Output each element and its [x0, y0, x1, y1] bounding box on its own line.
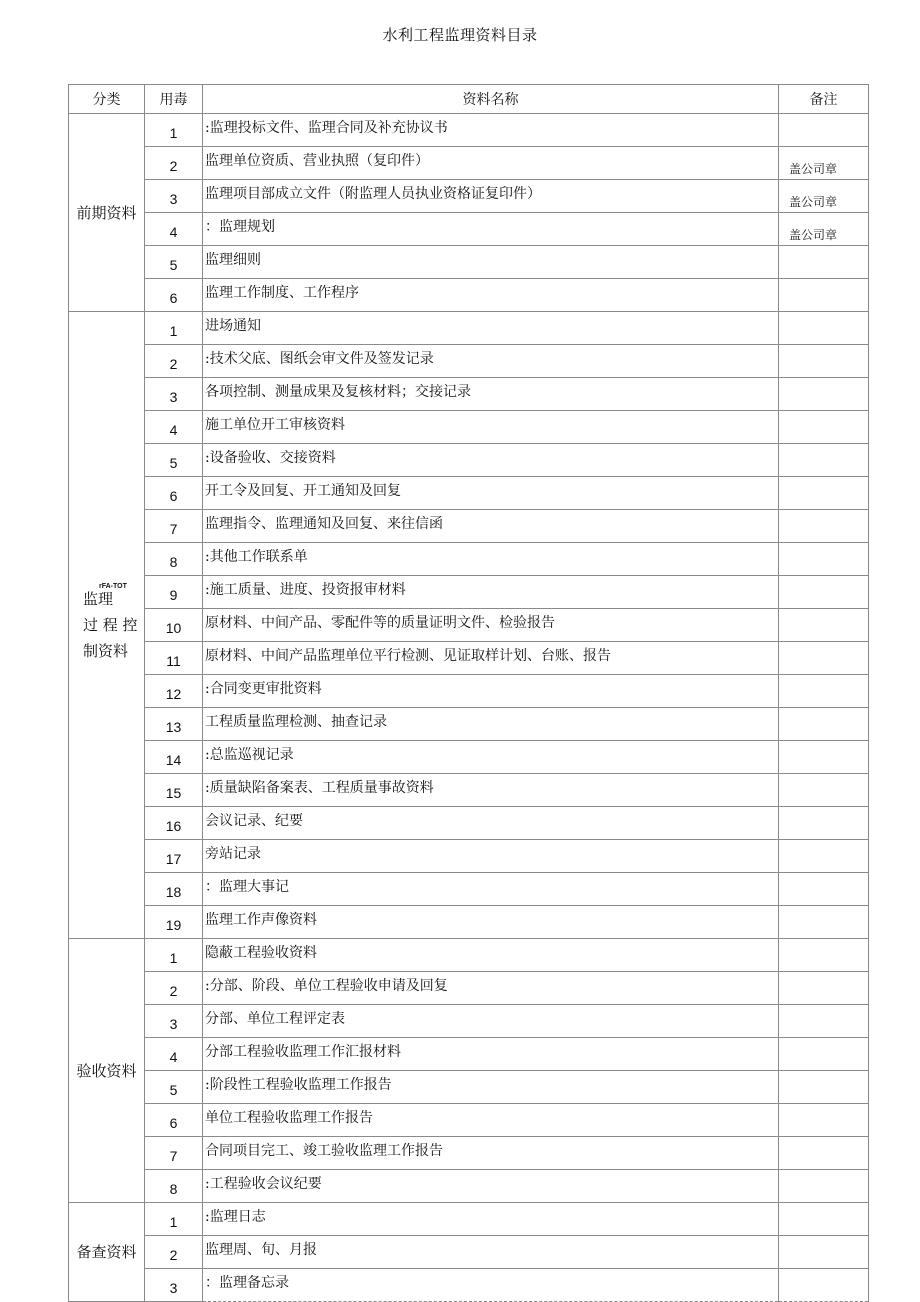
row-number: 13 — [145, 708, 203, 741]
table-row — [69, 1170, 869, 1203]
document-name: 进场通知 — [203, 312, 779, 345]
category-cell — [69, 312, 145, 939]
table-row — [69, 1104, 869, 1137]
table-row — [69, 873, 869, 906]
row-number: 15 — [145, 774, 203, 807]
document-name: 旁站记录 — [203, 840, 779, 873]
document-name: :工程验收会议纪要 — [203, 1170, 779, 1203]
category-small-mark: rFA-TOT — [99, 583, 127, 590]
table-row — [69, 939, 869, 972]
note-cell — [779, 1104, 869, 1137]
note-cell — [779, 708, 869, 741]
table-row — [69, 411, 869, 444]
table-row — [69, 840, 869, 873]
row-number: 8 — [145, 1170, 203, 1203]
document-name: 工程质量监理检测、抽查记录 — [203, 708, 779, 741]
row-number: 2 — [145, 345, 203, 378]
table-row — [69, 180, 869, 213]
row-number: 4 — [145, 1038, 203, 1071]
table-row — [69, 543, 869, 576]
document-name: 监理细则 — [203, 246, 779, 279]
note-cell — [779, 1269, 869, 1302]
document-name: :设备验收、交接资料 — [203, 444, 779, 477]
table-row — [69, 642, 869, 675]
row-number: 1 — [145, 114, 203, 147]
header-name: 资料名称 — [203, 85, 779, 114]
note-cell — [779, 642, 869, 675]
row-number: 17 — [145, 840, 203, 873]
document-name: :其他工作联系单 — [203, 543, 779, 576]
document-name: 开工令及回复、开工通知及回复 — [203, 477, 779, 510]
table-row — [69, 741, 869, 774]
category-cell: 备查资料 — [69, 1203, 145, 1302]
row-number: 3 — [145, 378, 203, 411]
document-name: :阶段性工程验收监理工作报告 — [203, 1071, 779, 1104]
note-cell — [779, 114, 869, 147]
note-cell — [779, 774, 869, 807]
row-number: 6 — [145, 477, 203, 510]
note-cell — [779, 576, 869, 609]
row-number: 7 — [145, 510, 203, 543]
note-cell — [779, 1170, 869, 1203]
table-row — [69, 378, 869, 411]
table-row — [69, 345, 869, 378]
row-number: 3 — [145, 1005, 203, 1038]
row-number: 12 — [145, 675, 203, 708]
document-name: 合同项目完工、竣工验收监理工作报告 — [203, 1137, 779, 1170]
row-number: 3 — [145, 1269, 203, 1302]
document-name: 分部工程验收监理工作汇报材料 — [203, 1038, 779, 1071]
note-cell — [779, 246, 869, 279]
document-name: :合同变更审批资料 — [203, 675, 779, 708]
document-name: 监理周、旬、月报 — [203, 1236, 779, 1269]
table-row — [69, 114, 869, 147]
table-row — [69, 1269, 869, 1302]
row-number: 19 — [145, 906, 203, 939]
note-cell — [779, 477, 869, 510]
row-number: 5 — [145, 246, 203, 279]
note-cell — [779, 609, 869, 642]
table-row — [69, 147, 869, 180]
row-number: 1 — [145, 1203, 203, 1236]
note-cell — [779, 411, 869, 444]
category-cell: 验收资料 — [69, 939, 145, 1203]
row-number: 3 — [145, 180, 203, 213]
table-row — [69, 444, 869, 477]
table-row — [69, 675, 869, 708]
document-name: ：监理规划 — [203, 213, 779, 246]
header-note: 备注 — [779, 85, 869, 114]
note-cell — [779, 1071, 869, 1104]
document-name: 监理指令、监理通知及回复、来往信函 — [203, 510, 779, 543]
row-number: 2 — [145, 972, 203, 1005]
note-cell — [779, 972, 869, 1005]
row-number: 5 — [145, 444, 203, 477]
header-category: 分类 — [69, 85, 145, 114]
document-name: :监理投标文件、监理合同及补充协议书 — [203, 114, 779, 147]
row-number: 4 — [145, 213, 203, 246]
note-cell — [779, 906, 869, 939]
table-row — [69, 1071, 869, 1104]
note-cell — [779, 444, 869, 477]
row-number: 2 — [145, 147, 203, 180]
document-title: 水利工程监理资料目录 — [382, 26, 538, 44]
note-cell — [779, 939, 869, 972]
header-row — [69, 85, 869, 114]
document-name: :质量缺陷备案表、工程质量事故资料 — [203, 774, 779, 807]
note-cell: 盖公司章 — [779, 180, 869, 213]
note-cell — [779, 807, 869, 840]
table-row — [69, 708, 869, 741]
note-cell — [779, 675, 869, 708]
row-number: 6 — [145, 279, 203, 312]
note-cell — [779, 1236, 869, 1269]
header-number: 用毒 — [145, 85, 203, 114]
note-cell — [779, 279, 869, 312]
row-number: 10 — [145, 609, 203, 642]
table-row — [69, 279, 869, 312]
document-name: :分部、阶段、单位工程验收申请及回复 — [203, 972, 779, 1005]
document-name: ：监理大事记 — [203, 873, 779, 906]
table-row — [69, 312, 869, 345]
table-row — [69, 1005, 869, 1038]
note-cell — [779, 840, 869, 873]
document-name: :监理日志 — [203, 1203, 779, 1236]
row-number: 8 — [145, 543, 203, 576]
table-row — [69, 510, 869, 543]
table-row — [69, 213, 869, 246]
table-row — [69, 1203, 869, 1236]
document-name: 原材料、中间产品监理单位平行检测、见证取样计划、台账、报告 — [203, 642, 779, 675]
row-number: 9 — [145, 576, 203, 609]
note-cell — [779, 1005, 869, 1038]
category-label-line: 制资料 — [83, 642, 129, 660]
note-cell — [779, 1038, 869, 1071]
document-name: 会议记录、纪要 — [203, 807, 779, 840]
table-row — [69, 906, 869, 939]
document-name: 监理项目部成立文件（附监理人员执业资格证复印件） — [203, 180, 779, 213]
table-row — [69, 477, 869, 510]
note-cell — [779, 873, 869, 906]
category-label-line: 过 程 控 — [83, 616, 138, 634]
note-cell — [779, 543, 869, 576]
category-label-group — [83, 583, 138, 664]
row-number: 2 — [145, 1236, 203, 1269]
note-cell — [779, 345, 869, 378]
note-cell — [779, 312, 869, 345]
row-number: 4 — [145, 411, 203, 444]
document-name: ：监理备忘录 — [203, 1269, 779, 1302]
document-name: 隐蔽工程验收资料 — [203, 939, 779, 972]
row-number: 5 — [145, 1071, 203, 1104]
row-number: 14 — [145, 741, 203, 774]
category-cell: 前期资料 — [69, 114, 145, 312]
table-row — [69, 246, 869, 279]
row-number: 18 — [145, 873, 203, 906]
catalog-body — [69, 114, 869, 1302]
table-row — [69, 972, 869, 1005]
category-label-line: 监理 — [83, 590, 114, 608]
table-row — [69, 609, 869, 642]
table-row — [69, 1236, 869, 1269]
catalog-table — [68, 84, 869, 1302]
document-name: 监理工作制度、工作程序 — [203, 279, 779, 312]
note-cell: 盖公司章 — [779, 147, 869, 180]
document-name: :施工质量、进度、投资报审材料 — [203, 576, 779, 609]
row-number: 6 — [145, 1104, 203, 1137]
note-cell — [779, 378, 869, 411]
note-cell — [779, 1137, 869, 1170]
note-cell — [779, 741, 869, 774]
table-row — [69, 807, 869, 840]
row-number: 16 — [145, 807, 203, 840]
document-name: :技术父底、图纸会审文件及签发记录 — [203, 345, 779, 378]
note-cell: 盖公司章 — [779, 213, 869, 246]
table-row — [69, 1137, 869, 1170]
document-name: 施工单位开工审核资料 — [203, 411, 779, 444]
row-number: 7 — [145, 1137, 203, 1170]
table-row — [69, 1038, 869, 1071]
table-row — [69, 576, 869, 609]
document-name: 各项控制、测量成果及复核材料；交接记录 — [203, 378, 779, 411]
document-name: 监理单位资质、营业执照（复印件） — [203, 147, 779, 180]
document-name: 原材料、中间产品、零配件等的质量证明文件、检验报告 — [203, 609, 779, 642]
note-cell — [779, 1203, 869, 1236]
table-row — [69, 774, 869, 807]
row-number: 1 — [145, 939, 203, 972]
document-name: 单位工程验收监理工作报告 — [203, 1104, 779, 1137]
document-name: 监理工作声像资料 — [203, 906, 779, 939]
document-name: 分部、单位工程评定表 — [203, 1005, 779, 1038]
note-cell — [779, 510, 869, 543]
row-number: 11 — [145, 642, 203, 675]
row-number: 1 — [145, 312, 203, 345]
document-name: :总监巡视记录 — [203, 741, 779, 774]
